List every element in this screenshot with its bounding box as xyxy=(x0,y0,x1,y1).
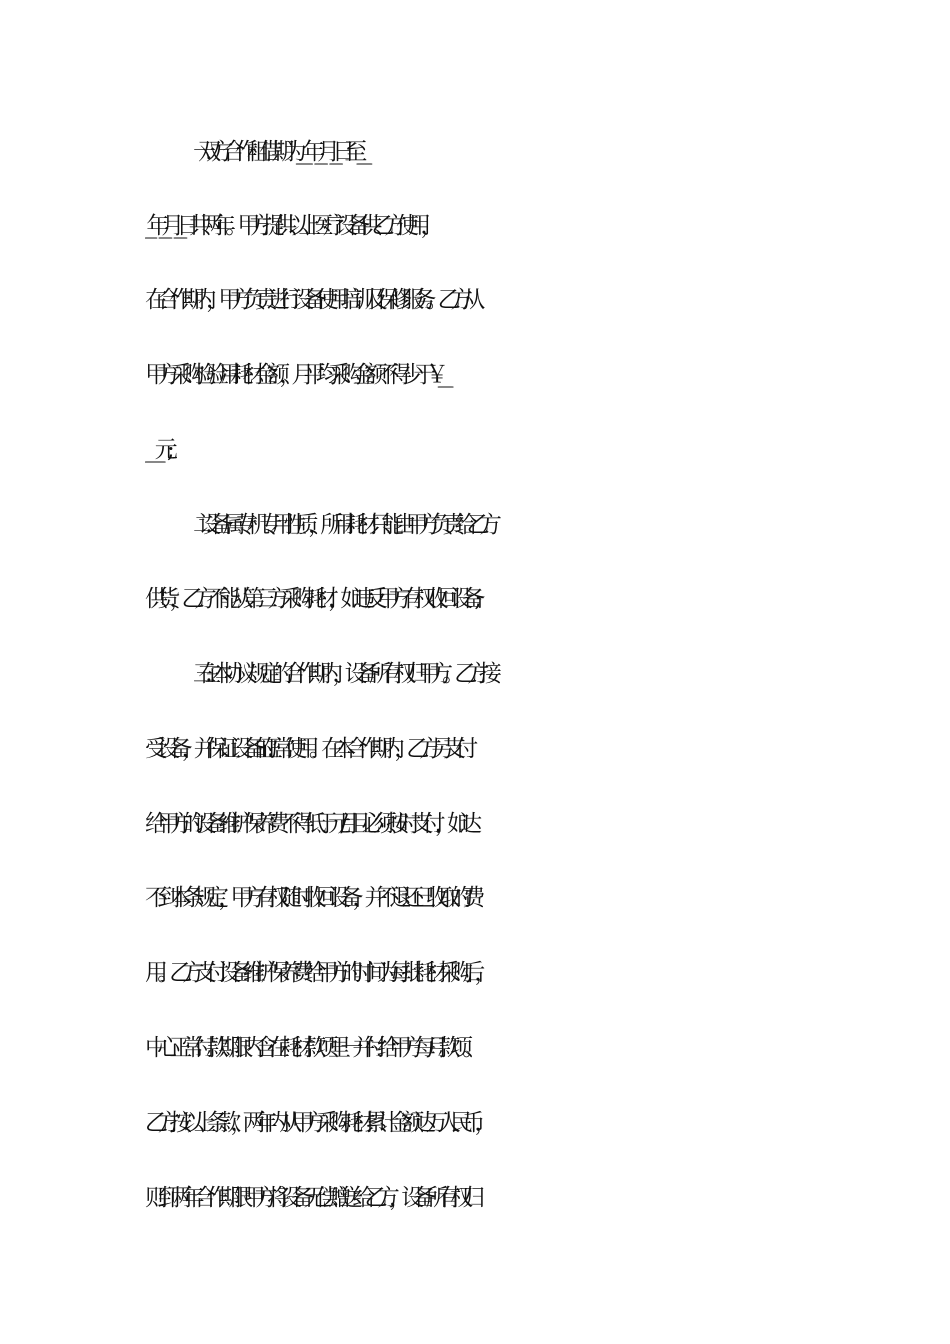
clause-3-line-3: 给甲方的设备维护保养费不得低于元/月且必须按时支付，如达 xyxy=(145,811,472,837)
clause-1-line-2: __年____月____日共两年。甲方提供以上医疗设备供乙方使用， xyxy=(145,213,433,239)
clause-1-line-4: 甲方采购检验用耗材金额，月平均采购金额不得少于￥_______ xyxy=(145,362,443,388)
clause-1-line-3: 在合作期内，甲方负责进行设备使用培训及保修服务。乙方从 xyxy=(145,287,475,313)
clause-3-line-6: 中心正常付款期限内含在耗材款项里一并付给甲方每月款项。 xyxy=(145,1035,475,1061)
clause-3-line-4: 不到本条规定，甲方有权随时收回设备，并不退还已收取的费 xyxy=(145,885,475,911)
clause-3-line-2: 受设备，并保证设备的. 正常使用。在本合作期内，乙方另支付 xyxy=(145,736,468,762)
clause-3-line-1: 三. 在本协议规定的合作期内，设备所有权归甲方。乙方接 xyxy=(193,661,492,687)
clause-3-line-8: 则到两年合作期限甲方将设备无偿赠送给乙方，设备所有权归 xyxy=(145,1185,475,1211)
clause-1-line-1: 一. 双方合作租借期为_________年____月____日至_______ xyxy=(193,139,362,165)
clause-1-line-5: ______________元; xyxy=(145,437,164,463)
clause-2-line-1: 二. 设备属专机专用性质，所用耗材只能由甲方负责给乙方 xyxy=(193,512,492,538)
clause-3-line-7: 乙方按以上条款，两年内从甲方采购耗材累计金额达万人民币， xyxy=(145,1110,487,1136)
clause-3-line-5: 用。乙方支付设备维护保养费给甲方的时间为每批耗材采购后， xyxy=(145,960,487,986)
clause-2-line-2: 供货，乙方不能从第三方采购耗材，如违反甲方有权收回设备; xyxy=(145,586,472,612)
